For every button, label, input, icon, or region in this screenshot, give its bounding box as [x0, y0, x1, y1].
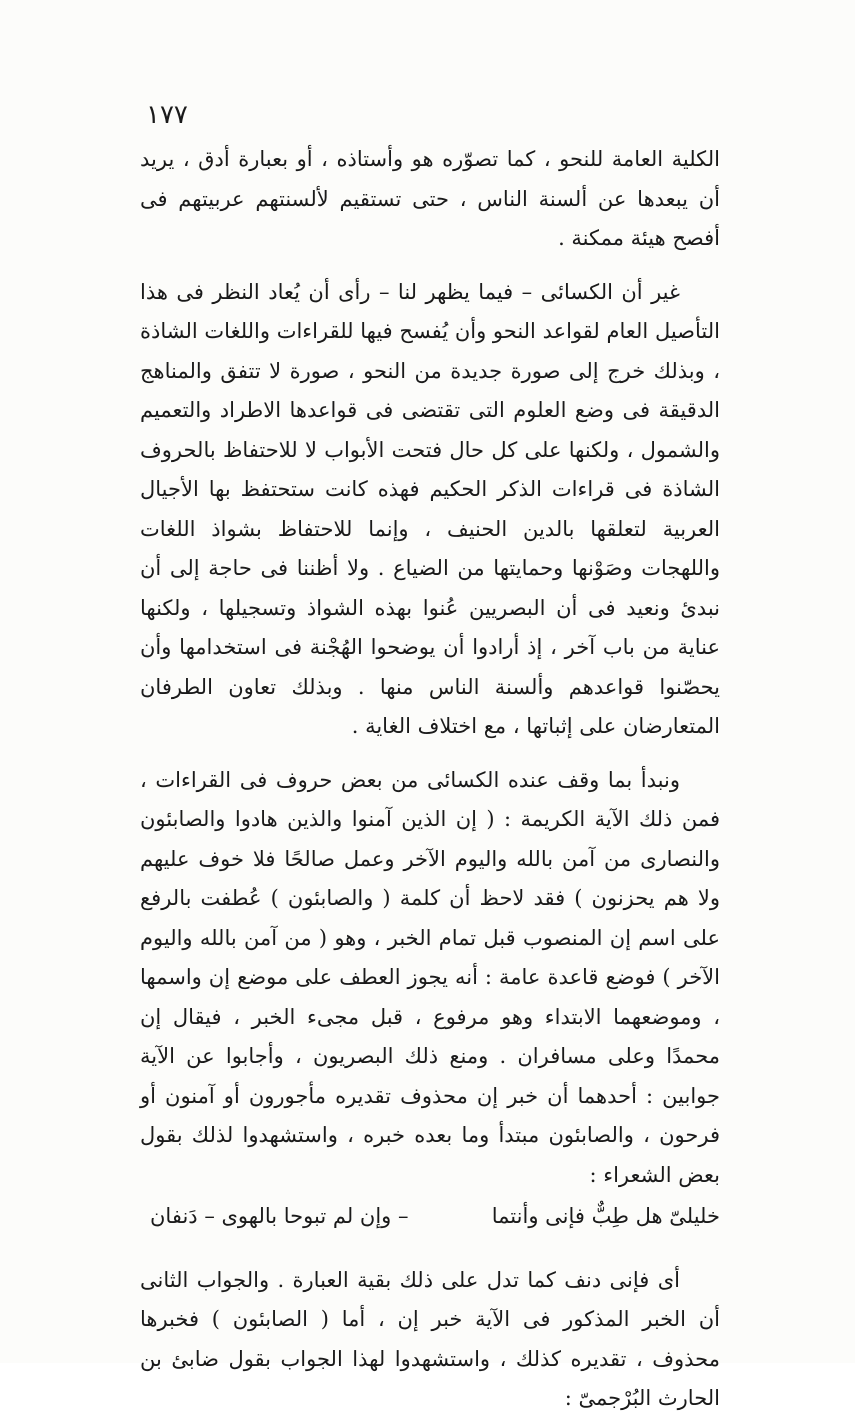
- verse-second-hemistich: – وإن لم تبوحا بالهوى – دَنفان: [150, 1204, 409, 1228]
- verse-first-hemistich: خليلىّ هل طِبٌّ فإنى وأنتما: [491, 1204, 720, 1228]
- paragraph-closing: أى فإنى دنف كما تدل على ذلك بقية العبارة . والجواب الثانى أن الخبر المذكور فى الآية خبر إن ، أما ( الصابئون ) فخبرها محذوف ، تقديره كذلك ، واستشهدوا لهذا الجواب بقول ضابئ بن الحارث البُرْجمىّ :: [140, 1267, 720, 1410]
- paragraph-kisai-view: غير أن الكسائى – فيما يظهر لنا – رأى أن يُعاد النظر فى هذا التأصيل العام لقواعد النحو وأن يُفسح فيها للقراءات واللغات الشاذة ، وبذلك خرج إلى صورة جديدة من النحو ، صورة لا تتفق والمناهج الدقيقة فى وضع العلوم التى تقتضى فى قواعدها الاطراد والتعميم والشمول ، ولكنها على كل حال فتحت الأبواب لا للاحتفاظ بالحروف الشاذة فى قراءات الذكر الحكيم فهذه كانت ستحتفظ بها الأجيال العربية لتعلقها بالدين الحنيف ، وإنما للاحتفاظ بشواذ اللغات واللهجات وصَوْنها وحمايتها من الضياع . ولا أظننا فى حاجة إلى أن نبدئ ونعيد فى أن البصريين عُنوا بهذه الشواذ وتسجيلها ، ولكنها عناية من باب آخر ، إذ أرادوا أن يوضحوا الهُجْنة فى استخدامها وأن يحصّنوا قواعدهم وألسنة الناس منها . وبذلك تعاون الطرفان المتعارضان على إثباتها ، مع اختلاف الغاية .: [140, 279, 720, 738]
- page-number: ١٧٧: [146, 100, 188, 130]
- paragraph-intro: الكلية العامة للنحو ، كما تصوّره هو وأستاذه ، أو بعبارة أدق ، يريد أن يبعدها عن ألسنة الناس ، حتى تستقيم لألسنتهم عربيتهم فى أفصح هيئة ممكنة .: [140, 147, 720, 250]
- paragraph-quran-verse: ونبدأ بما وقف عنده الكسائى من بعض حروف فى القراءات ، فمن ذلك الآية الكريمة : ( إن الذين آمنوا والذين هادوا والصابئون والنصارى من آمن بالله واليوم الآخر وعمل صالحًا فلا خوف عليهم ولا هم يحزنون ) فقد لاحظ أن كلمة ( والصابئون ) عُطفت بالرفع على اسم إن المنصوب قبل تمام الخبر ، وهو ( من آمن بالله واليوم الآخر ) فوضع قاعدة عامة : أنه يجوز العطف على موضع إن واسمها ، وموضعهما الابتداء وهو مرفوع ، قبل مجىء الخبر ، فيقال إن محمدًا وعلى مسافران . ومنع ذلك البصريون ، وأجابوا عن الآية جوابين : أحدهما أن خبر إن محذوف تقديره مأجورون أو آمنون أو فرحون ، والصابئون مبتدأ وما بعده خبره ، واستشهدوا لذلك بقول بعض الشعراء :: [140, 767, 720, 1187]
- body-text: [140, 140, 720, 1419]
- poetry-verse: [140, 1197, 720, 1237]
